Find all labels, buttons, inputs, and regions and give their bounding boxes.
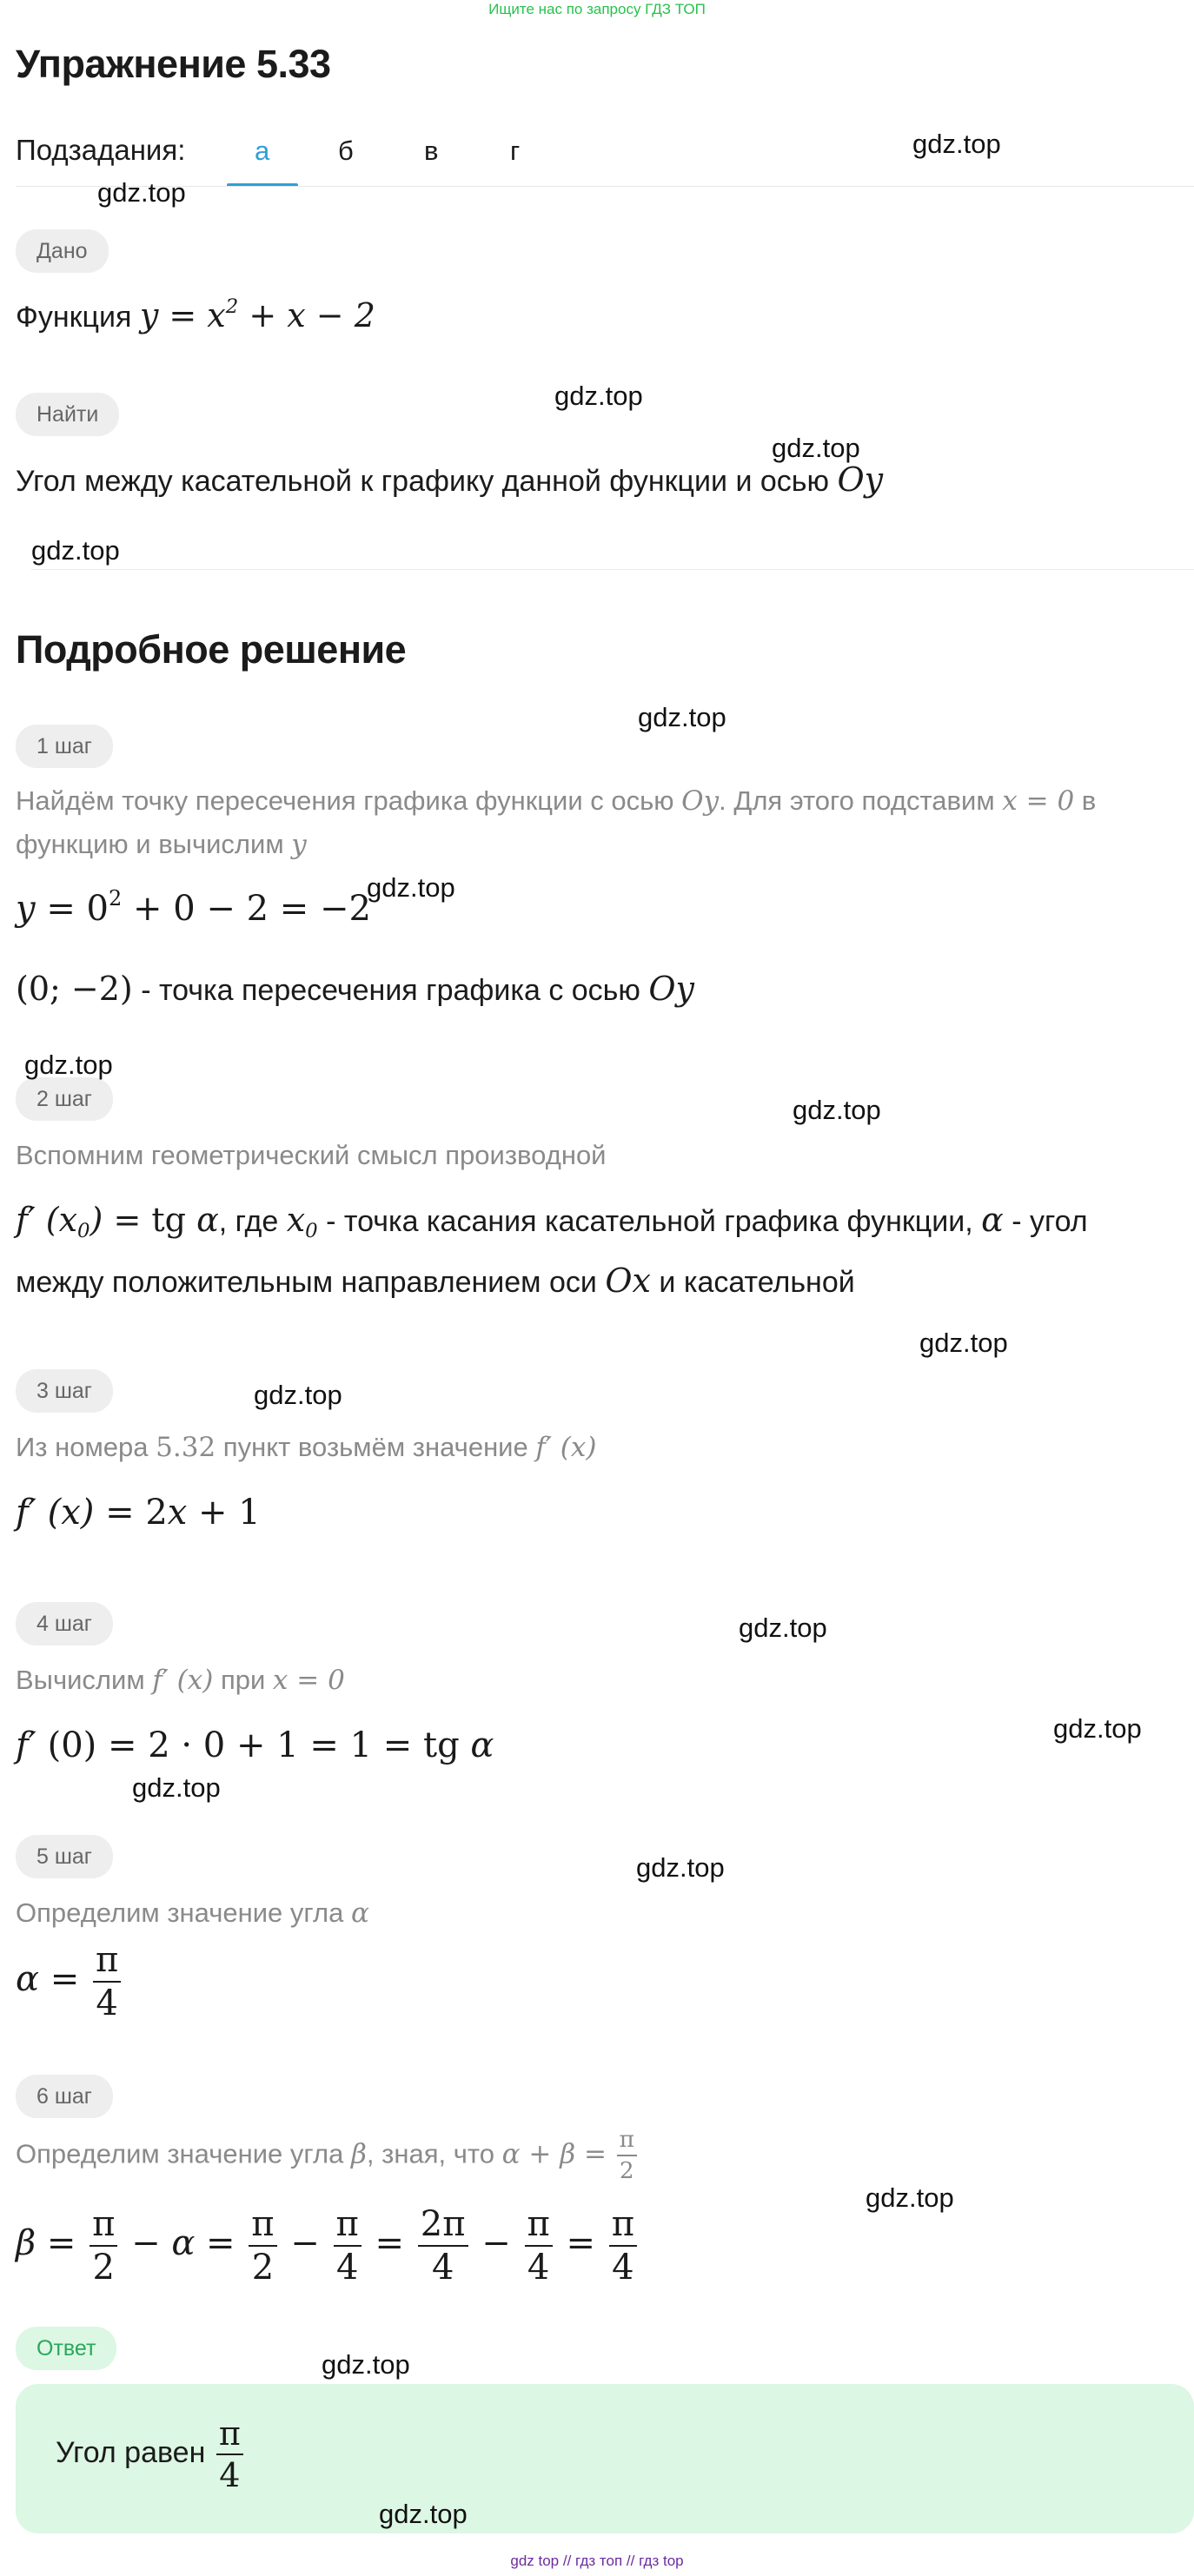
step-5-desc-text: Определим значение угла (16, 1897, 344, 1928)
watermark: gdz.top (866, 2182, 954, 2213)
watermark: gdz.top (31, 535, 120, 566)
watermark: gdz.top (772, 433, 860, 463)
step-2-text-3: - угол (1012, 1205, 1088, 1238)
step-2-formula: f′ $(x_0)$ = tg α (16, 1201, 219, 1242)
watermark: gdz.top (24, 1050, 113, 1080)
watermark: gdz.top (367, 872, 455, 903)
step-6-badge-wrap (16, 2075, 113, 2118)
find-badge: Найти (16, 393, 119, 436)
watermark: gdz.top (739, 1612, 827, 1643)
step-4-badge: 4 шаг (16, 1602, 113, 1646)
step-1-badge-wrap (16, 725, 113, 768)
step-1-formula: $y = 0^2 + 0 - 2 = -2$ (16, 886, 371, 929)
step-4-x0: x = 0 (272, 1665, 345, 1696)
step-1-oy: Oy (681, 785, 720, 817)
step-1-desc-line1 (16, 785, 1096, 817)
step-1-desc-c: в (1081, 785, 1097, 816)
step-5-badge-wrap (16, 1835, 113, 1878)
step-5-formula: α = $\frac{\pi}{4}$ (16, 1943, 123, 2021)
tab-b[interactable]: б (338, 136, 354, 166)
watermark: gdz.top (919, 1328, 1008, 1358)
bottom-link[interactable]: гдз top (639, 2553, 684, 2569)
step-1-result-text: - точка пересечения графика с осью (141, 974, 640, 1007)
section-divider (31, 569, 1194, 570)
step-3-desc-b: пункт возьмём значение (222, 1432, 528, 1462)
step-1-y: y (291, 829, 307, 860)
step-6-pi-half: $\frac{\pi}{2}$ (617, 2129, 637, 2183)
step-4-desc (16, 1665, 345, 1696)
watermark: gdz.top (636, 1852, 725, 1883)
step-6-formula: β = $\frac{\pi}{2}$ − α = $\frac{\pi}{2}$ − $\frac{\pi}{4}$ = $\frac{2\pi}{4}$ − $\frac{\pi}{4}$ = $\frac{\pi}{4}$ (16, 2207, 640, 2285)
step-1-point: (0; −2) (16, 970, 133, 1008)
watermark: gdz.top (379, 2499, 468, 2529)
step-3-badge: 3 шаг (16, 1369, 113, 1413)
step-4-desc-b: при (220, 1665, 266, 1695)
step-2-line2 (16, 1262, 855, 1300)
step-2-desc: Вспомним геометрический смысл производной (16, 1140, 607, 1170)
answer-text (56, 2414, 246, 2494)
step-3-fprime: f′ (x) (535, 1432, 597, 1463)
watermark: gdz.top (132, 1772, 221, 1803)
answer-label: Угол равен (56, 2435, 206, 2469)
tabs-divider (16, 186, 1194, 187)
watermark: gdz.top (254, 1380, 342, 1410)
step-2-ox: Ox (605, 1262, 651, 1300)
step-6-sum: α + β = (501, 2138, 607, 2170)
step-1-desc-d: функцию и вычислим (16, 829, 284, 859)
find-label: Угол между касательной к графику данной функции и осью (16, 465, 830, 498)
given-text (16, 295, 375, 334)
given-formula: $y = x^2 + x - 2$ (139, 295, 375, 334)
bottom-link[interactable]: гдз топ (575, 2553, 623, 2569)
page-title: Упражнение 5.33 (16, 42, 331, 86)
tab-g[interactable]: г (510, 136, 521, 166)
step-3-number: 5.32 (156, 1432, 216, 1463)
step-1-x0: x = 0 (1002, 785, 1075, 817)
find-section (16, 393, 119, 436)
watermark: gdz.top (912, 129, 1001, 159)
watermark: gdz.top (554, 381, 643, 411)
watermark: gdz.top (1053, 1713, 1142, 1744)
step-1-desc-line2 (16, 829, 307, 860)
step-5-alpha: α (350, 1897, 369, 1929)
step-6-beta: β (350, 2138, 367, 2170)
step-1-badge: 1 шаг (16, 725, 113, 768)
step-2-x0: $x_0$ (286, 1201, 318, 1242)
link-separator: // (562, 2553, 576, 2569)
answer-badge-wrap (16, 2327, 116, 2370)
bottom-link[interactable]: gdz top (510, 2553, 560, 2569)
given-section (16, 229, 109, 273)
step-3-formula: f′ (x) = 2x + 1 (16, 1493, 261, 1533)
subtasks-label: Подзадания: (16, 134, 186, 166)
step-5-badge: 5 шаг (16, 1835, 113, 1878)
link-separator: // (626, 2553, 640, 2569)
step-3-desc-a: Из номера (16, 1432, 149, 1462)
solution-title: Подробное решение (16, 627, 407, 672)
step-1-desc-a: Найдём точку пересечения графика функции с осью (16, 785, 674, 816)
tab-v[interactable]: в (424, 136, 439, 166)
answer-badge: Ответ (16, 2327, 116, 2370)
step-2-line1 (16, 1201, 1088, 1242)
search-hint-banner: Ищите нас по запросу ГДЗ ТОП (488, 1, 706, 17)
answer-value: $\frac{\pi}{4}$ (216, 2417, 243, 2492)
step-6-badge: 6 шаг (16, 2075, 113, 2118)
bottom-links (0, 2553, 1194, 2570)
step-2-badge: 2 шаг (16, 1077, 113, 1121)
step-4-formula: f′ (0) = 2 · 0 + 1 = 1 = tg α (16, 1725, 494, 1765)
given-label: Функция (16, 300, 132, 334)
step-2-text-5: и касательной (659, 1266, 855, 1299)
tab-a[interactable]: а (255, 136, 270, 166)
step-4-badge-wrap (16, 1602, 113, 1646)
step-3-desc (16, 1432, 596, 1463)
watermark: gdz.top (97, 177, 186, 208)
watermark: gdz.top (638, 702, 726, 732)
watermark: gdz.top (322, 2349, 410, 2380)
given-badge: Дано (16, 229, 109, 273)
watermark: gdz.top (793, 1095, 881, 1125)
step-1-result (16, 970, 694, 1008)
step-1-result-axis: Oy (648, 970, 694, 1008)
step-2-alpha: α (981, 1201, 1004, 1239)
step-2-badge-wrap (16, 1077, 113, 1121)
step-6-desc-a: Определим значение угла (16, 2138, 344, 2169)
step-6-desc-b: , зная, что (366, 2138, 494, 2169)
step-6-desc (16, 2129, 640, 2183)
step-3-badge-wrap (16, 1369, 113, 1413)
step-4-desc-a: Вычислим (16, 1665, 145, 1695)
step-5-desc (16, 1897, 369, 1929)
step-1-desc-b: . Для этого подставим (719, 785, 995, 816)
step-4-fprime: f′ (x) (152, 1665, 214, 1696)
step-2-text-1: , где (218, 1205, 279, 1238)
find-axis: Oy (837, 460, 884, 499)
step-2-text-2: - точка касания касательной графика функции, (326, 1205, 973, 1238)
find-text (16, 460, 883, 499)
step-2-text-4: между положительным направлением оси (16, 1266, 597, 1299)
